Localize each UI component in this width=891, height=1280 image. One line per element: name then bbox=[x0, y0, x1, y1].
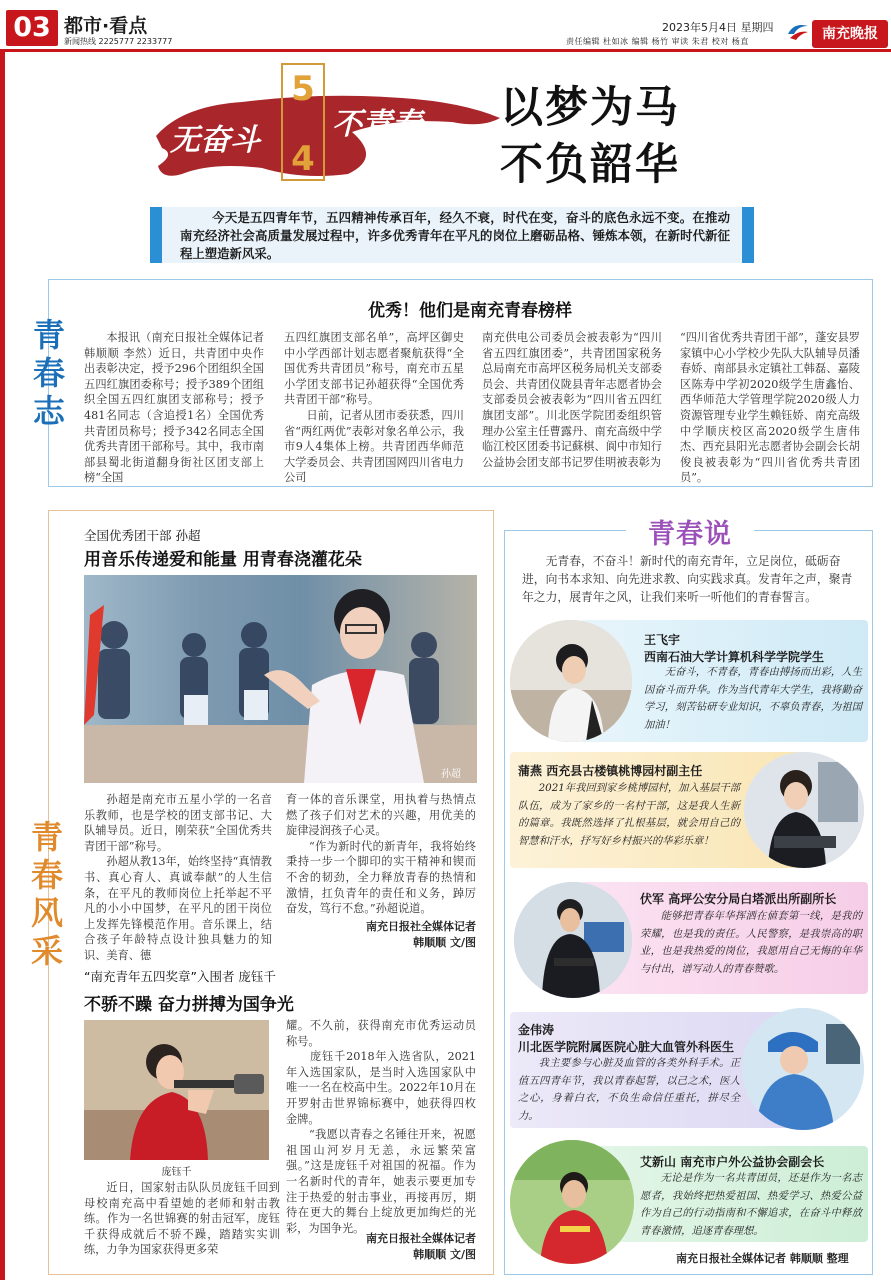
voice-heading-2 bbox=[518, 762, 702, 779]
student-portrait-icon bbox=[510, 620, 632, 742]
intro-accent-left bbox=[150, 207, 162, 263]
intro-text: 今天是五四青年节，五四精神传承百年，经久不衰，时代在变，奋斗的底色永远不变。在推动南充经济社会高质量发展过程中，许多优秀青年在平凡的岗位上磨砺品格、锤炼本领，在新时代新征程上塑造新风采。 bbox=[180, 210, 730, 261]
editor-credits: 责任编辑 杜如冰 编辑 杨竹 审读 朱君 校对 杨直 bbox=[566, 37, 749, 46]
page-edge-bar bbox=[0, 52, 5, 1280]
voice-name-2: 蒲燕 bbox=[518, 764, 543, 778]
article1-column-2: 育一体的音乐课堂，用执着与热情点燃了孩子们对艺术的兴趣，用优美的旋律浸润孩子心灵。 “作为新时代的新青年，我将始终秉持一步一个脚印的实干精神和锲而不舍的韧劲，全力释放青春的热情和激情，扛负青年的责任和义务，踔厉奋发，笃行不怠。”孙超说道。 bbox=[286, 793, 476, 916]
page-number: 03 bbox=[6, 10, 58, 46]
article2-photo-caption: 庞钰千 bbox=[161, 1167, 192, 1178]
youth-section-label: 青春志 bbox=[32, 316, 65, 430]
youth-section-title: 优秀！他们是南充青春榜样 bbox=[368, 301, 572, 321]
intro-accent-right bbox=[742, 207, 754, 263]
voice-heading-3 bbox=[640, 890, 836, 907]
slogan-left: 无奋斗 bbox=[170, 123, 260, 158]
numeral-4: 4 bbox=[291, 139, 315, 179]
voice-title-1: 西南石油大学计算机科学学院学生 bbox=[644, 650, 825, 664]
article1-kicker: 全国优秀团干部 孙超 bbox=[84, 528, 201, 543]
article2-byline-1: 南充日报社全媒体记者 bbox=[366, 1232, 476, 1245]
voice-heading-5 bbox=[640, 1153, 824, 1170]
slogan-brush-banner bbox=[152, 62, 504, 182]
voice-avatar-3 bbox=[514, 882, 632, 998]
header-divider bbox=[0, 49, 891, 52]
voice-title-2: 西充县古楼镇桃博园村副主任 bbox=[546, 764, 703, 778]
village-official-portrait-icon bbox=[744, 752, 864, 868]
voice-quote-2: 2021年我回到家乡桃博园村，加入基层干部队伍，成为了家乡的一名村干部，这是我人生新的篇章。我既然选择了扎根基层，就会用自己的智慧和汗水，抒写好乡村振兴的华彩乐章！ bbox=[518, 782, 740, 847]
voice-avatar-1 bbox=[510, 620, 632, 742]
voice-avatar-5 bbox=[510, 1140, 634, 1264]
voice-avatar-4 bbox=[742, 1008, 864, 1130]
article2-side-text: 耀。不久前，获得南充市优秀运动员称号。 庞钰千2018年入选省队，2021年入选国家队，是当时入选国家队中唯一一名在校高中生。2022年10月在开罗射击世界锦标赛中，她获得四枚金牌。 “我愿以青春之名锤往开来，祝愿祖国山河岁月无恙，永远繁荣富强。”这是庞钰千对祖国的祝福。作为一名新时代的青年，她表示要更加专注于热爱的射击事业，再接再厉，期待在更大的舞台上绽放更加绚烂的光彩，为国争光。 bbox=[286, 1019, 476, 1235]
voice-title-4: 川北医学院附属医院心脏大血管外科医生 bbox=[518, 1040, 735, 1054]
voice-quote-5: 无论是作为一名共青团员，还是作为一名志愿者，我始终把热爱祖国、热爱学习、热爱公益作为自己的行动指南和不懈追求，在奋斗中释放青春激情，追逐青春理想。 bbox=[640, 1172, 862, 1237]
article1-photo bbox=[84, 575, 477, 783]
youth-column-4: “四川省优秀共青团干部”，蓬安县罗家镇中心小学校少先队大队辅导员潘春娇、南部县永定镇社工韩磊、嘉陵区陈寿中学初2020级学生唐鑫怡、西华师范大学管理学院2020级人力资源管理专业学生赖钰娇、南充高级中学顺庆校区高2020级学生唐伟杰、西充县阳光志愿者协会副会长胡俊良被表彰为“四川省优秀共青团员”。 bbox=[680, 331, 860, 485]
numeral-5: 5 bbox=[291, 69, 315, 109]
article1-byline-1: 南充日报社全媒体记者 bbox=[366, 920, 476, 933]
voice-name-5: 艾新山 bbox=[640, 1155, 677, 1169]
article1-column-1: 孙超是南充市五星小学的一名音乐教师，也是学校的团支部书记、大队辅导员。近日，刚荣获“全国优秀共青团干部”称号。 孙超从教13年，始终坚持“真情教书、真心育人、真诚奉献”的人生信条，在平凡的教师岗位上托举起不平凡的小小中国梦，在平凡的团干岗位上发挥先锋模范作用。音乐课上，结合孩子年龄特点设计独具魅力的知识、美育、德 bbox=[84, 793, 272, 962]
voices-title: 青春说 bbox=[648, 519, 732, 550]
voice-name-1: 王飞宇 bbox=[644, 633, 681, 647]
voice-title-3: 高坪公安分局白塔派出所副所长 bbox=[668, 892, 837, 906]
youth-column-3: 南充供电公司委员会被表彰为“四川省五四红旗团委”，共青团国家税务总局南充市高坪区税务局机关支部委员会、共青团仪陇县青年志愿者协会支部委员会被表彰为“四川省五四红旗团支部”。川北医学院团委组织管理办公室主任曹露丹、南充高级中学临江校区团委书记蘇棋、阆中市知行公益协会团支部书记罗佳明被表彰为 bbox=[482, 331, 662, 469]
voices-intro: 无青春，不奋斗！新时代的南充青年，立足岗位，砥砺奋进，向书本求知、向先进求教、向实践求真。发青年之声，聚青年之力，展青年之风，让我们来听一听他们的青春誓言。 bbox=[522, 554, 853, 604]
voice-title-5: 南充市户外公益协会副会长 bbox=[680, 1155, 825, 1169]
newspaper-logo: 南充晚报 bbox=[812, 20, 888, 48]
youth-column-2: 五四红旗团支部名单”，高坪区御史中小学西部计划志愿者聚航获得“全国优秀共青团员”称号，南充市五星小学团支部书记孙超获得“全国优秀共青团干部”称号。 日前，记者从团市委获悉，四川省“两红两优”表彰对象名单公示，我市9人4集体上榜。共青团西华师范大学委员会、共青团国网四川省电力公司 bbox=[284, 331, 464, 485]
article2-photo bbox=[84, 1020, 269, 1160]
music-teacher-photo-illustration bbox=[84, 575, 477, 783]
article2-kicker: “南充青年五四奖章”入围者 庞钰千 bbox=[84, 969, 276, 984]
voice-quote-4: 我主要参与心脏及血管的各类外科手术。正值五四青年节，我以青春起誓，以己之术，医人之心，身着白衣，不负生命信任重托，拼尽全力。 bbox=[518, 1057, 740, 1122]
headline-line-1: 以梦为马 bbox=[500, 83, 680, 133]
article1-photo-caption: 孙超 bbox=[441, 769, 461, 780]
surgeon-portrait-icon bbox=[742, 1008, 864, 1130]
issue-date: 2023年5月4日 星期四 bbox=[662, 21, 774, 34]
voices-credit: 南充日报社全媒体记者 韩顺顺 整理 bbox=[676, 1252, 849, 1265]
article2-byline-2: 韩顺顺 文/图 bbox=[413, 1248, 476, 1261]
article1-title: 用音乐传递爱和能量 用青春浇灌花朵 bbox=[84, 550, 362, 570]
article1-byline-2: 韩顺顺 文/图 bbox=[413, 936, 476, 949]
article2-title: 不骄不躁 奋力拼搏为国争光 bbox=[84, 995, 294, 1015]
voice-avatar-2 bbox=[744, 752, 864, 868]
voice-name-4: 金伟涛 bbox=[518, 1023, 555, 1037]
shooter-photo-illustration bbox=[84, 1020, 269, 1160]
slogan-right: 不青春 bbox=[332, 107, 422, 142]
section-title: 都市·看点 bbox=[64, 15, 148, 37]
police-officer-portrait-icon bbox=[514, 882, 632, 998]
voice-name-3: 伏军 bbox=[640, 892, 665, 906]
youth-column-1: 本报讯（南充日报社全媒体记者 韩顺顺 李然）近日，共青团中央作出表彰决定，授予296个团组织全国五四红旗团委称号；授予389个团组织全国五四红旗团支部称号；授予481名同志（含追授1名）全国优秀共青团员称号；授予342名同志全国优秀共青团干部称号。其中，我市南部县蜀北街道翻身街社区团支部上榜“全国 bbox=[84, 331, 264, 485]
article2-main-text: 近日，国家射击队队员庞钰千回到母校南充高中看望她的老师和射击教练。作为一名世锦赛的射击冠军，庞钰千获得成就后不骄不躁，踏踏实实训练，力争为国家获得更多荣 bbox=[84, 1181, 280, 1257]
headline-line-2: 不负韶华 bbox=[500, 140, 680, 190]
newspaper-logo-icon bbox=[786, 20, 810, 42]
voice-quote-1: 无奋斗，不青春，青春由搏扬而出彩，人生因奋斗而升华。作为当代青年大学生，我将勤奋学习，刻苦钻研专业知识，不辜负青春，为祖国加油！ bbox=[644, 666, 862, 731]
news-hotline: 新闻热线 2225777 2233777 bbox=[64, 37, 173, 46]
volunteer-portrait-icon bbox=[510, 1140, 634, 1264]
may-fourth-numeral bbox=[280, 62, 326, 182]
voice-quote-3: 能够把青春年华挥洒在値套第一线，是我的荣耀，也是我的责任。人民警察，是我崇高的职业，也是我热爱的岗位，我愿用自己无悔的年华与付出，谱写动人的青春赞歌。 bbox=[640, 910, 862, 975]
main-headline bbox=[500, 80, 680, 194]
feature-section-label: 青春风采 bbox=[30, 818, 63, 970]
